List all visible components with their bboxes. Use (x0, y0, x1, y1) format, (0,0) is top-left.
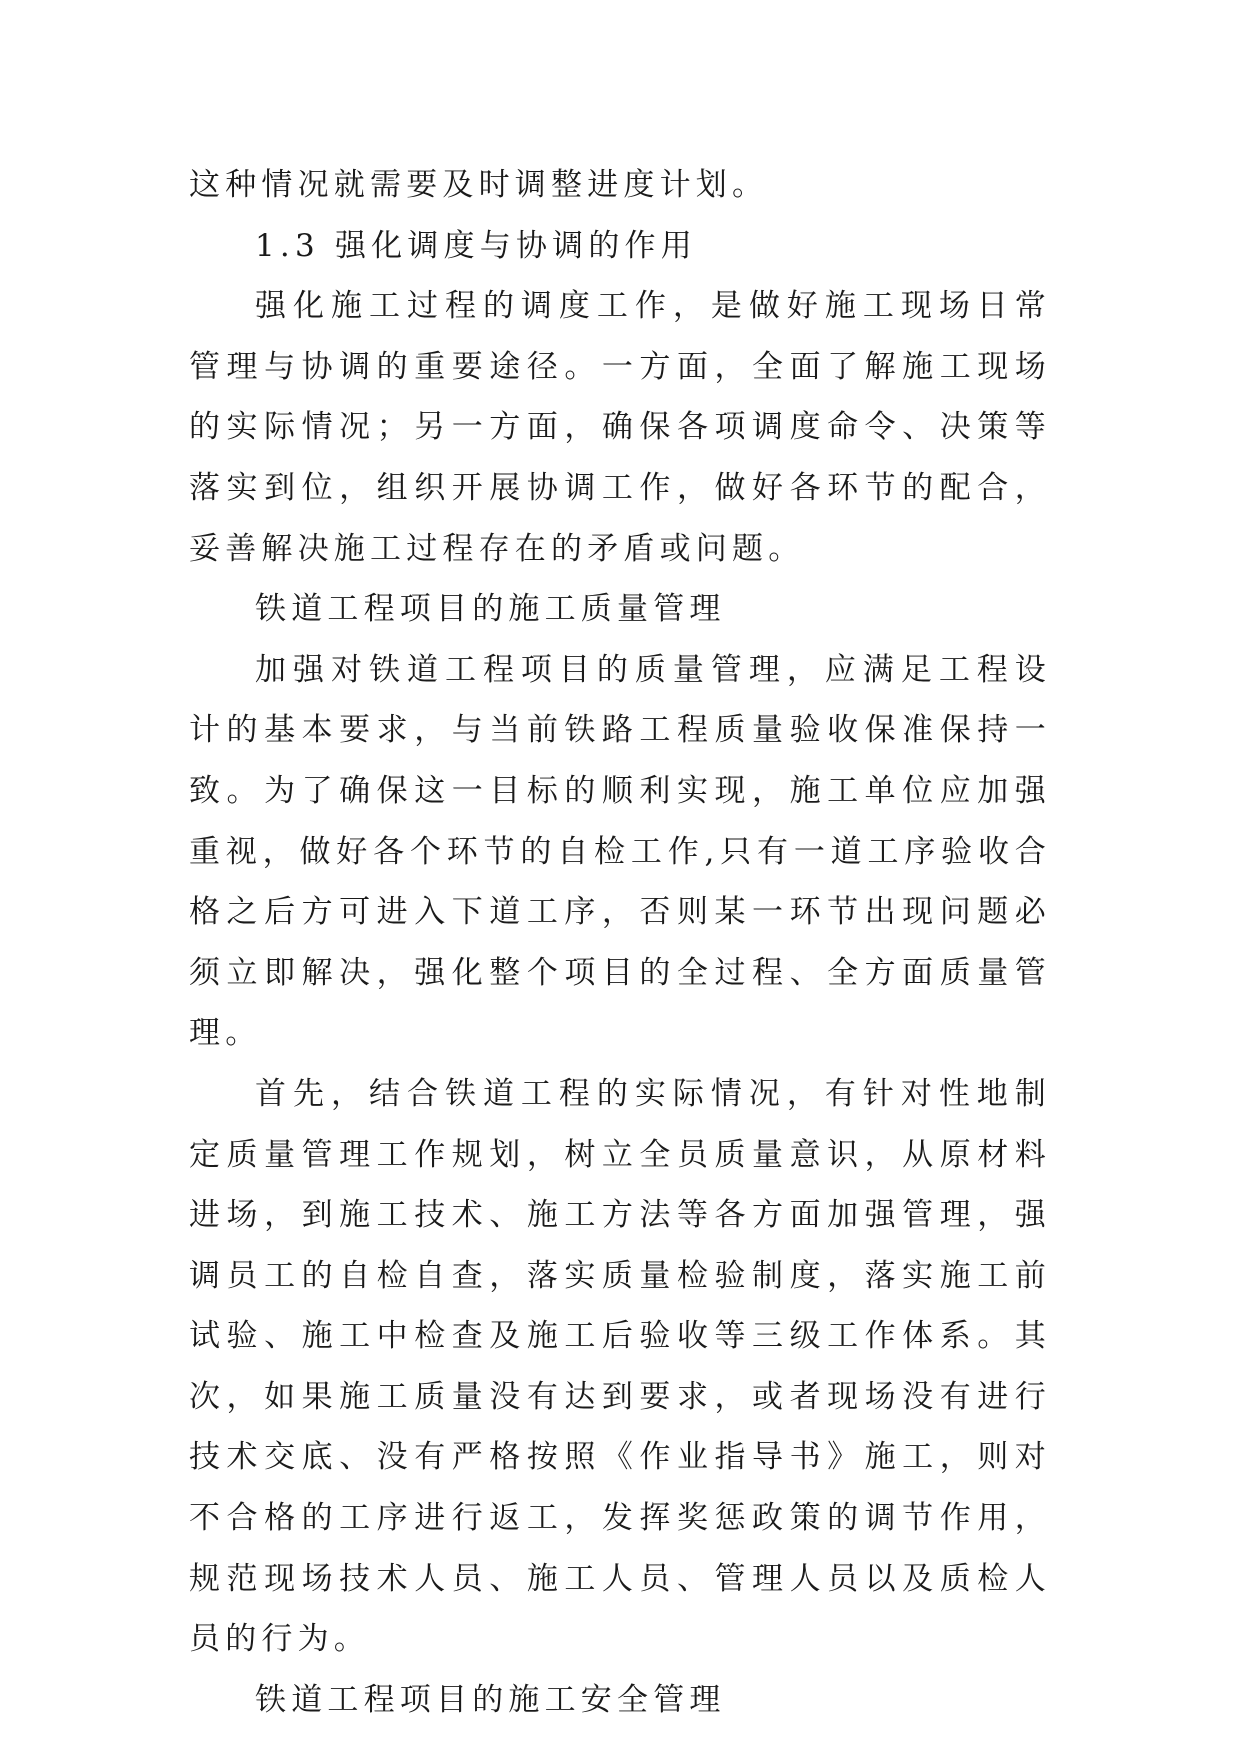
section-heading-1-3: 1.3 强化调度与协调的作用 (255, 227, 697, 264)
section-heading-quality: 铁道工程项目的施工质量管理 (255, 591, 726, 628)
section-heading-safety: 铁道工程项目的施工安全管理 (255, 1681, 726, 1718)
document-body (189, 155, 1051, 1730)
paragraph-continuation: 这种情况就需要及时调整进度计划。 (189, 167, 769, 203)
paragraph-quality-intro: 加强对铁道工程项目的质量管理，应满足工程设计的基本要求，与当前铁路工程质量验收保准保持一致。为了确保这一目标的顺利实现，施工单位应加强重视，做好各个环节的自检工作,只有一道工序验收合格之后方可进入下道工序，否则某一环节出现问题必须立即解决，强化整个项目的全过程、全方面质量管理。 (189, 651, 1051, 1052)
paragraph-dispatch: 强化施工过程的调度工作，是做好施工现场日常管理与协调的重要途径。一方面，全面了解施工现场的实际情况；另一方面，确保各项调度命令、决策等落实到位，组织开展协调工作，做好各环节的配合，妥善解决施工过程存在的矛盾或问题。 (189, 288, 1051, 567)
paragraph-quality-measures: 首先，结合铁道工程的实际情况，有针对性地制定质量管理工作规划，树立全员质量意识，从原材料进场，到施工技术、施工方法等各方面加强管理，强调员工的自检自查，落实质量检验制度，落实施工前试验、施工中检查及施工后验收等三级工作体系。其次，如果施工质量没有达到要求，或者现场没有进行技术交底、没有严格按照《作业指导书》施工，则对不合格的工序进行返工，发挥奖惩政策的调节作用，规范现场技术人员、施工人员、管理人员以及质检人员的行为。 (189, 1075, 1051, 1658)
